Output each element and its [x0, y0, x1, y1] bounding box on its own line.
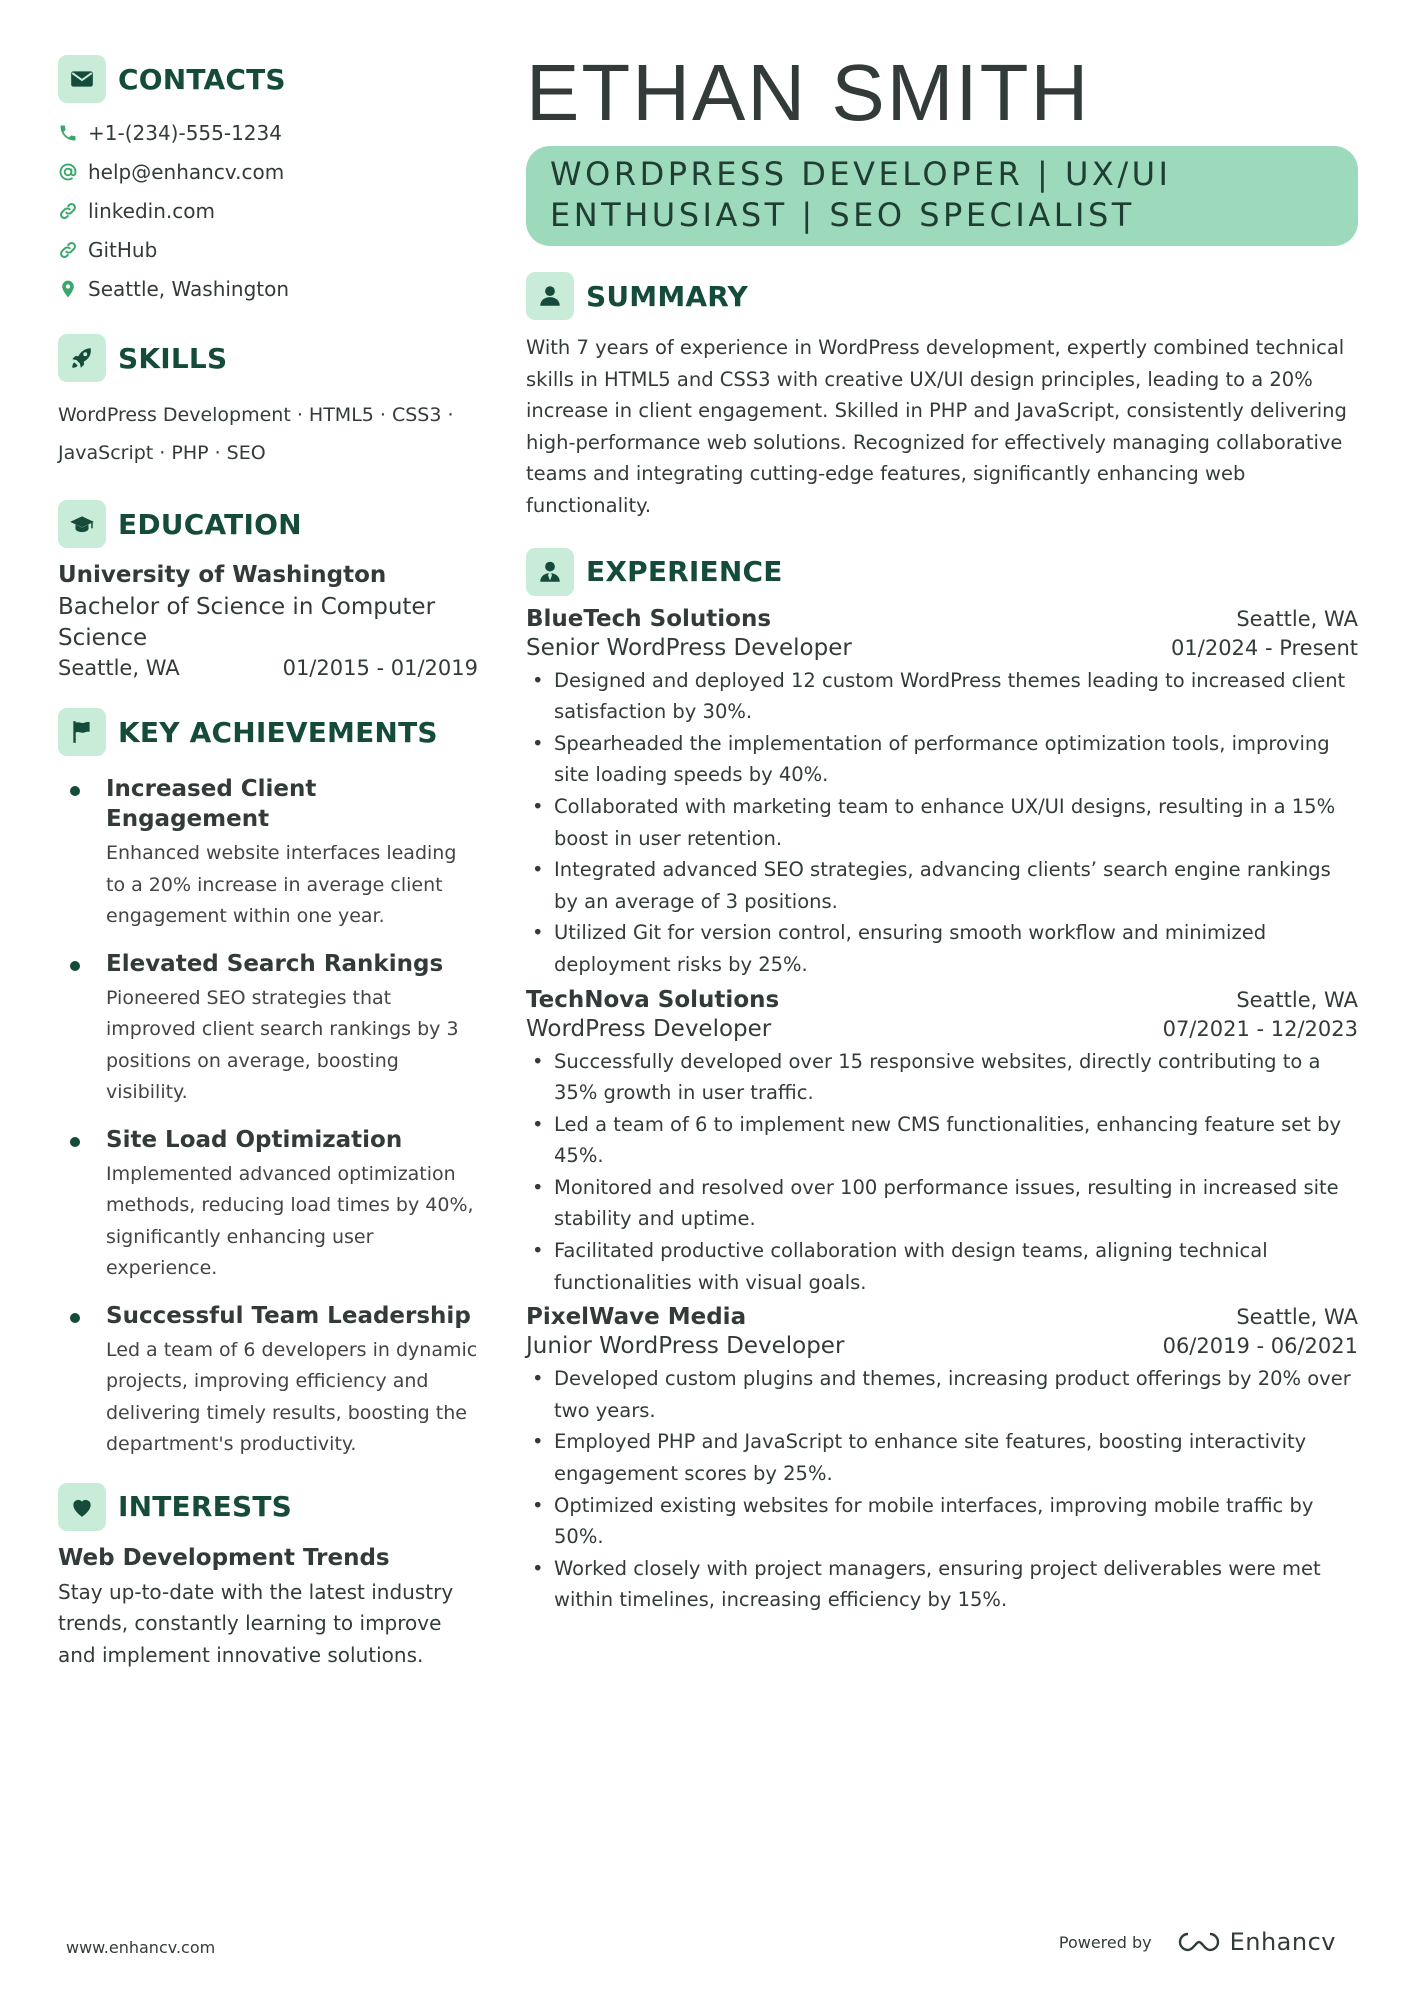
- experience-title: EXPERIENCE: [586, 555, 783, 589]
- achievement-desc: Led a team of 6 developers in dynamic projects, improving efficiency and delivering timely results, boosting the department's productivity.: [106, 1338, 478, 1455]
- interests-title: INTERESTS: [118, 1490, 292, 1523]
- user-icon: [526, 272, 574, 320]
- graduation-cap-icon: [58, 500, 106, 548]
- interest-title: Web Development Trends: [58, 1544, 390, 1571]
- flag-icon: [58, 708, 106, 756]
- achievements-header: [58, 708, 478, 756]
- envelope-icon: [58, 55, 106, 103]
- contacts-header: [58, 55, 478, 103]
- contact-linkedin[interactable]: [58, 191, 478, 230]
- achievement-title: Increased Client Engagement: [106, 776, 317, 832]
- bullet-dot: [70, 786, 80, 796]
- job-bullet: • Facilitated productive collaboration with design teams, aligning technical functionalities with visual goals.: [526, 1235, 1358, 1298]
- experience-header: [526, 548, 1358, 596]
- education-dates: 01/2015 - 01/2019: [282, 656, 478, 680]
- skills-list: [58, 396, 478, 472]
- job-bullet: • Optimized existing websites for mobile interfaces, improving mobile traffic by 50%.: [526, 1490, 1358, 1553]
- right-column: [526, 48, 1358, 1622]
- job-company: BlueTech Solutions: [526, 605, 772, 632]
- job-role: Junior WordPress Developer: [526, 1333, 845, 1360]
- education-title: EDUCATION: [118, 507, 302, 541]
- contact-location-text: Seattle, Washington: [88, 276, 290, 301]
- achievement-desc: Implemented advanced optimization methods, reducing load times by 40%, significantly enhancing user experience.: [106, 1162, 474, 1279]
- contact-email-text: help@enhancv.com: [88, 159, 285, 184]
- skills-line-2: JavaScript · PHP · SEO: [58, 442, 266, 464]
- achievement-title: Site Load Optimization: [106, 1126, 403, 1153]
- job-bullet: • Designed and deployed 12 custom WordPress themes leading to increased client satisfaction by 30%.: [526, 665, 1358, 728]
- job-entry: [526, 606, 1358, 981]
- achievement-title: Successful Team Leadership: [106, 1302, 471, 1329]
- contact-github-text: GitHub: [88, 237, 158, 262]
- job-bullet: • Spearheaded the implementation of performance optimization tools, improving site loading speeds by 40%.: [526, 728, 1358, 791]
- job-bullet: • Employed PHP and JavaScript to enhance site features, boosting interactivity engagement scores by 25%.: [526, 1426, 1358, 1489]
- job-title-banner: [526, 146, 1358, 246]
- link-icon: [58, 240, 78, 260]
- left-column: [58, 55, 478, 1671]
- bullet-dot: [70, 1313, 80, 1323]
- achievements-section: [58, 708, 478, 1461]
- job-entry: [526, 987, 1358, 1299]
- contact-linkedin-text: linkedin.com: [88, 198, 215, 223]
- skills-line-1: WordPress Development · HTML5 · CSS3 ·: [58, 404, 454, 426]
- job-title-line-2: ENTHUSIAST | SEO SPECIALIST: [550, 196, 1135, 234]
- job-bullet: • Utilized Git for version control, ensuring smooth workflow and minimized deployment risks by 25%.: [526, 917, 1358, 980]
- achievement-desc: Enhanced website interfaces leading to a 20% increase in average client engagement within one year.: [106, 842, 457, 927]
- location-pin-icon: [58, 279, 78, 299]
- education-degree: Bachelor of Science in Computer Science: [58, 594, 436, 651]
- summary-section: [526, 272, 1358, 522]
- bullet-dot: [70, 961, 80, 971]
- contacts-title: CONTACTS: [118, 62, 286, 96]
- link-icon: [58, 201, 78, 221]
- job-company: TechNova Solutions: [526, 986, 780, 1013]
- footer-branding[interactable]: [1059, 1928, 1336, 1956]
- job-bullets: [526, 665, 1358, 981]
- contact-phone-text: +1-(234)-555-1234: [88, 120, 282, 145]
- job-company: PixelWave Media: [526, 1304, 747, 1331]
- job-location: Seattle, WA: [1236, 1305, 1358, 1330]
- education-section: [58, 500, 478, 680]
- education-meta: [58, 656, 478, 680]
- job-role: Senior WordPress Developer: [526, 634, 852, 661]
- job-bullet: • Integrated advanced SEO strategies, advancing clients’ search engine rankings by an average of 3 positions.: [526, 854, 1358, 917]
- phone-icon: [58, 123, 78, 143]
- job-dates: 01/2024 - Present: [1171, 635, 1358, 660]
- job-entry: [526, 1304, 1358, 1616]
- job-location: Seattle, WA: [1236, 987, 1358, 1012]
- job-dates: 06/2019 - 06/2021: [1162, 1334, 1358, 1359]
- education-school: University of Washington: [58, 562, 387, 588]
- contact-email[interactable]: [58, 152, 478, 191]
- job-bullet: • Collaborated with marketing team to enhance UX/UI designs, resulting in a 15% boost in user retention.: [526, 791, 1358, 854]
- achievement-item: [58, 949, 478, 1109]
- candidate-name: ETHAN SMITH: [526, 48, 1091, 137]
- job-bullet: • Monitored and resolved over 100 performance issues, resulting in increased site stability and uptime.: [526, 1172, 1358, 1235]
- footer-website-link[interactable]: www.enhancv.com: [66, 1938, 216, 1957]
- education-location: Seattle, WA: [58, 656, 180, 680]
- summary-text: With 7 years of experience in WordPress development, expertly combined technical skills in HTML5 and CSS3 with creative UX/UI design principles, leading to a 20% increase in client engagement. Skilled in PHP and JavaScript, consistently delivering high-performance web solutions. Recognized for effectively managing collaborative teams and integrating cutting-edge features, significantly enhancing web functionality.: [526, 336, 1347, 517]
- rocket-icon: [58, 334, 106, 382]
- contact-location: [58, 269, 478, 308]
- job-bullet: • Successfully developed over 15 responsive websites, directly contributing to a 35% growth in user traffic.: [526, 1046, 1358, 1109]
- job-dates: 07/2021 - 12/2023: [1162, 1016, 1358, 1041]
- powered-by-text: Powered by: [1058, 1932, 1152, 1952]
- skills-title: SKILLS: [118, 341, 228, 375]
- summary-header: [526, 272, 1358, 320]
- job-bullets: [526, 1046, 1358, 1299]
- achievement-desc: Pioneered SEO strategies that improved client search rankings by 3 positions on average, boosting visibility.: [106, 986, 459, 1103]
- brand-name: Enhancv: [1229, 1928, 1336, 1956]
- achievement-item: [58, 1125, 478, 1285]
- job-location: Seattle, WA: [1236, 606, 1358, 631]
- job-bullets: [526, 1363, 1358, 1616]
- interest-desc: Stay up-to-date with the latest industry trends, constantly learning to improve and implement innovative solutions.: [58, 1579, 454, 1667]
- contact-phone[interactable]: [58, 113, 478, 152]
- experience-section: [526, 548, 1358, 1616]
- achievement-title: Elevated Search Rankings: [106, 950, 444, 977]
- achievements-title: KEY ACHIEVEMENTS: [118, 715, 438, 749]
- heart-icon: [58, 1483, 106, 1531]
- contacts-section: [58, 55, 478, 308]
- job-bullet: • Worked closely with project managers, ensuring project deliverables were met within timelines, increasing efficiency by 15%.: [526, 1553, 1358, 1616]
- contact-github[interactable]: [58, 230, 478, 269]
- job-bullet: • Developed custom plugins and themes, increasing product offerings by 20% over two years.: [526, 1363, 1358, 1426]
- summary-title: SUMMARY: [586, 279, 749, 313]
- interests-header: [58, 1483, 478, 1531]
- enhancv-logo-icon: [1176, 1930, 1222, 1954]
- job-bullet: • Led a team of 6 to implement new CMS functionalities, enhancing feature set by 45%.: [526, 1109, 1358, 1172]
- interests-section: [58, 1483, 478, 1672]
- user-tie-icon: [526, 548, 574, 596]
- at-icon: [58, 162, 78, 182]
- achievement-item: [58, 1301, 478, 1461]
- education-header: [58, 500, 478, 548]
- job-title-line-1: WORDPRESS DEVELOPER | UX/UI: [550, 155, 1172, 193]
- job-role: WordPress Developer: [526, 1015, 772, 1042]
- achievement-item: [58, 774, 478, 933]
- bullet-dot: [70, 1137, 80, 1147]
- skills-header: [58, 334, 478, 382]
- skills-section: [58, 334, 478, 472]
